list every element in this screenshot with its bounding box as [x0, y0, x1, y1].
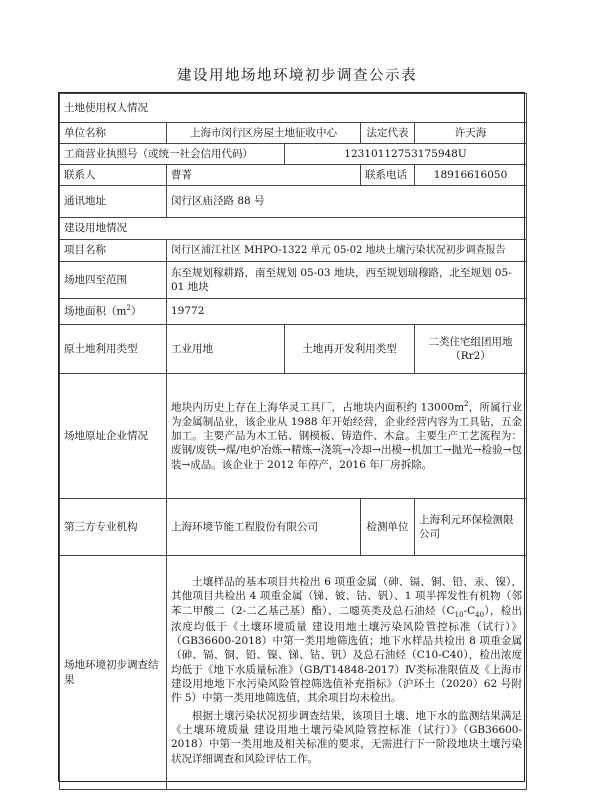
- area-value: 19772: [167, 299, 527, 325]
- license-value: 12310112753175948U: [285, 144, 527, 165]
- address-label: 通讯地址: [60, 186, 167, 218]
- redev-value: 二类住宅组团用地（Rr2）: [415, 325, 527, 374]
- page-title: 建设用地场地环境初步调查公示表: [177, 68, 417, 84]
- contact-label: 联系人: [60, 165, 167, 186]
- area-label: 场地面积$(m^2)$: [60, 299, 167, 325]
- test-unit-value: 上海利元环保检测限公司: [415, 499, 527, 556]
- result-paragraph-2: 根据土壤污染状况初步调查结果，该项目土壤、地下水的监测结果满足《土壤环境质量 建设用地土壤污染风险管控标准（试行）》（GB36600-2018）中第一类用地及相关标准的要求，无需进行下一阶段地块土壤污染状况详细调查和风险评估工作。: [171, 710, 523, 765]
- bounds-value: 东至规划稼耕路，南至规划 05-03 地块，西至规划瑞穆路，北至规划 05-01 地块: [167, 262, 527, 299]
- redev-label: 土地再开发利用类型: [285, 325, 415, 374]
- phone-value: 18916616050: [415, 165, 527, 186]
- unit-name-value: 上海市闵行区房屋土地征收中心: [167, 123, 361, 144]
- third-party-label: 第三方专业机构: [60, 499, 167, 556]
- orig-use-value: 工业用地: [167, 325, 285, 374]
- notice-table: [58, 92, 525, 782]
- result-label: 场地环境初步调查结果: [60, 556, 167, 790]
- result-paragraph-1: 土壤样品的基本项目共检出 6 项重金属（砷、镉、铜、铅、汞、镍），其他项目共检出 4 项重金属（锑、铍、钴、钒）、1 项半挥发性有机物（邻苯二甲酸二（2-二乙基己基）酯）、二噁英类及总石油烃$(C_{10}-C_{40})$，检出浓度均低于《土壤环境质量 建设用地土壤污染风险管控标准（试行）》（GB36600-2018）中第一类用地筛选值；地下水样品共检出 8 项重金属（砷、镉、铜、铅、镍、锑、钴、钒）及总石油烃（C10-C40），检出浓度均低于《地下水质量标准》（GB/T14848-2017）Ⅳ类标准限值及《上海市建设用地地下水污染风险管控筛选值补充指标》（沪环土（2020）62 号附件 5）中第一类用地筛选值，其余项目均未检出。: [171, 576, 523, 704]
- third-party-value: 上海环境节能工程股份有限公司: [167, 499, 361, 556]
- legal-rep-value: 许天海: [415, 123, 527, 144]
- result-value: [167, 556, 527, 790]
- contact-value: 曹菁: [167, 165, 361, 186]
- license-label: 工商营业执照号（或统一社会信用代码）: [60, 144, 285, 165]
- history-value: 地块内历史上存在上海华灵工具厂，占地块内面积约 $13000m^2$，所属行业为金属制品业，该企业从 1988 年开始经营，企业经营内容为工具钻，五金加工。主要产品为木工钻、钢模板、铸造件、木盒。主要生产工艺流程为：废钢/废铁→煤/电炉冶炼→精炼→浇筑→冷却→出模→机加工→抛光→检验→包装→成品。该企业于 2012 年停产，2016 年厂房拆除。: [167, 374, 527, 499]
- section-header-site: 建设用地情况: [60, 218, 527, 240]
- bounds-label: 场地四至范围: [60, 262, 167, 299]
- legal-rep-label: 法定代表: [361, 123, 415, 144]
- project-value: 闵行区浦江社区 MHPO-1322 单元 05-02 地块土壤污染状况初步调查报告: [167, 240, 527, 262]
- phone-label: 联系电话: [361, 165, 415, 186]
- project-label: 项目名称: [60, 240, 167, 262]
- unit-name-label: 单位名称: [60, 123, 167, 144]
- address-value: 闵行区庙泾路 88 号: [167, 186, 527, 218]
- history-label: 场地原址企业情况: [60, 374, 167, 499]
- orig-use-label: 原土地利用类型: [60, 325, 167, 374]
- test-unit-label: 检测单位: [361, 499, 415, 556]
- section-header-owner: 土地使用权人情况: [60, 94, 527, 123]
